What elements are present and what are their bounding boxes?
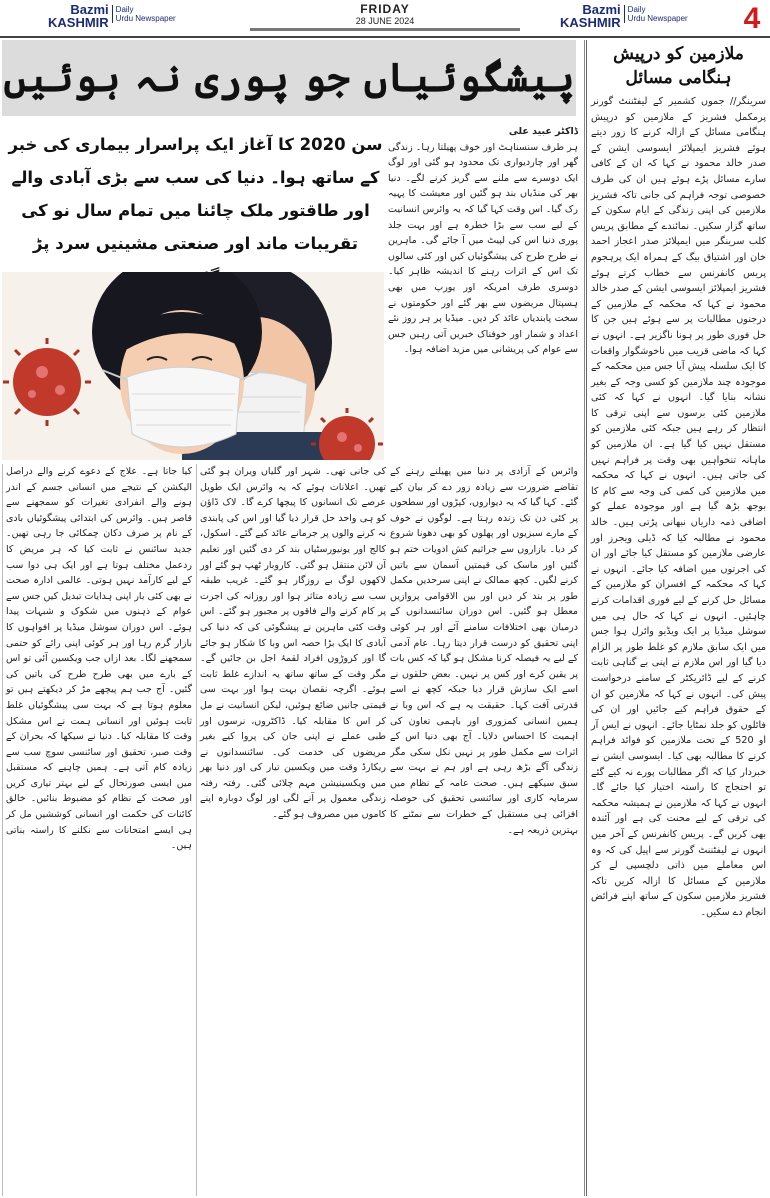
masthead-left [48,3,176,29]
author-byline: ڈاکٹر عبید علی [508,126,578,137]
main-headline-banner [2,40,576,116]
main-article-column-2: کی جانی تھی۔ شہر اور گلیاں ویران ہو گئی تھیں۔ اعلانات ہوئے کہ یہ وائرس ایک طویل عرصے تک انسانوں کا پیچھا کرے گا۔ لاک ڈاؤن کو ہی واحد حل قرار دیا گیا اور اس کی پابندی نہ کرنے والوں پر جرمانے عائد کیے گئے۔ اسکول، کالج اور یونیورسٹیاں بند کر دی گئیں اور تعلیم آن لائن منتقل ہو گئی۔ کاروبار ٹھپ ہو گئے اور لاکھوں لوگ بے روزگار ہو گئے۔ غریب طبقہ سب سے زیادہ متاثر ہوا اور روزانہ کی اجرت پر کام کرنے والے فاقوں پر مجبور ہو گئے۔ اس وقت کئی ماہرین نے پیشگوئی کی کہ دنیا کی آبادی کا ایک بڑا حصہ اس وبا کا شکار ہو جائے گا اور کروڑوں افراد لقمۂ اجل بن جائیں گے۔ مگر وقت کے ساتھ ساتھ یہ اندازے غلط ثابت ہوئے۔ اگرچہ نقصان بہت ہوا اور بہت سی قیمتی جانیں ضائع ہوئیں، لیکن انسانیت نے مل کر اس کا مقابلہ کیا۔ ڈاکٹروں، نرسوں اور طبی عملے نے اپنی جان کی پروا کیے بغیر مریضوں کی خدمت کی۔ سائنسدانوں نے ریکارڈ وقت میں ویکسین تیار کی اور دنیا بھر میں ویکسینیشن مہم چلائی گئی۔ رفتہ رفتہ زندگی معمول پر آنے لگی اور لوگ دوبارہ اپنے کاموں میں مصروف ہو گئے۔ [196,464,386,1196]
virus-particle-left [3,338,91,426]
brand-name-line1: Bazmi [70,2,109,17]
brand-sub-line2: Urdu Newspaper [115,14,176,23]
masthead-right [560,3,688,29]
dateline-rule [250,28,520,31]
main-headline: پیشگوئیاں جو پوری نہ ہوئیں [3,54,575,101]
brand-sub-line2: Urdu Newspaper [627,14,688,23]
brand-name-line2: KASHMIR [48,15,109,30]
main-article-column-1: کیا جاتا ہے۔ علاج کے دعوے کرنے والے دراصل الیکشن کے نتیجے میں انسانی جسم کے اندر ہونے والے انفرادی تغیرات کو سمجھنے سے قاصر ہیں۔ وائرس کی ابتدائی پیشگوئیاں بادی کے نام پر صرف دکان چمکائی جا رہی تھیں۔ جدید سائنس نے ثابت کیا کہ ہر مریض کا ردعمل مختلف ہوتا ہے اور ایک ہی دوا سب کے لیے کارآمد نہیں ہوتی۔ عالمی ادارہ صحت نے بھی کئی بار اپنی ہدایات تبدیل کیں جس سے عوام کے ذہنوں میں شکوک و شبہات پیدا ہوئے۔ اس دوران سوشل میڈیا پر افواہوں کا بازار گرم رہا اور ہر کوئی اپنی رائے کو حتمی سمجھنے لگا۔ بعد ازاں جب ویکسین آئی تو اس کے بارے میں بھی طرح طرح کی باتیں کی گئیں۔ آج جب ہم پیچھے مڑ کر دیکھتے ہیں تو معلوم ہوتا ہے کہ بہت سی پیشگوئیاں غلط ثابت ہوئیں اور انسانی ہمت نے اس مشکل وقت کا مقابلہ کیا۔ دنیا نے سیکھا کہ بحران کے وقت صبر، تحقیق اور سائنسی سوچ سب سے زیادہ کام آتی ہے۔ ہمیں چاہیے کہ مستقبل میں ایسی صورتحال کے لیے بہتر تیاری کریں اور صحت کے نظام کو مضبوط بنائیں۔ خالق کائنات کی حکمت اور انسانی کوششیں مل کر ہی ایسے امتحانات سے نکلنے کا راستہ بناتی ہیں۔ [2,464,192,1196]
column-text: ہر طرف سنسناہٹ اور خوف پھیلتا رہا۔ زندگی گھر اور چاردیواری تک محدود ہو گئی اور لوگ ایک دوسرے سے ملنے سے گریز کرنے لگے۔ دنیا بھر کی منڈیاں بند ہو گئیں اور معیشت کا پہیہ رک گیا۔ اس وقت کہا گیا کہ یہ وائرس انسانیت کے لیے سب سے بڑا خطرہ ہے اور بہت جلد پوری دنیا اس کی لپیٹ میں آ جائے گی۔ ماہرین نے طرح طرح کی پیشگوئیاں کیں اور کئی سالوں تک اس کے اثرات رہنے کا اندیشہ ظاہر کیا۔ دوسری طرف امریکہ اور یورپ میں بھی ہسپتال مریضوں سے بھر گئے اور حکومتوں نے سخت پابندیاں عائد کر دیں۔ میڈیا پر ہر روز نئے اعداد و شمار اور خوفناک خبریں آتی رہیں جس سے عوام کی پریشانی میں مزید اضافہ ہوا۔ [388,141,578,356]
right-article-headline: ملازمین کو درپیش ہنگامی مسائل [613,44,744,88]
right-article [586,40,766,1196]
brand-sub-line1: Daily [627,5,646,14]
brand-sub-line1: Daily [115,5,134,14]
column-divider [584,40,585,1196]
lead-block [8,128,383,268]
issue-date: 28 JUNE 2024 [355,16,415,26]
header-divider [0,36,770,38]
face-mask-illustration [2,272,384,460]
dateline [250,2,520,31]
right-article-body: سرینگر// جموں کشمیر کے لیفٹننٹ گورنر پرمکمل فشریز کے ملازمین کو درپیش ہنگامی مسائل کے ازالہ کرنے کا زور دیتے ہوئے فشریز ایمپلائز ایسوسی ایشن کے صدر خالد محمود نے کہا کہ ان کے کافی سارے مسائل پڑے ہوئے ہیں ان کی طرف خصوصی توجہ فراہم کی جانی تاکہ فشریز ملازمین کی اپنی زندگی کے ایام سکون کے ساتھ گزار سکیں۔ نمائندے کے مطابق پریس کلب سرینگر میں ایمپلائز صدر اعجاز احمد خان اور اشتیاق بیگ کے ہمراہ ایک پرہجوم پریس کانفرنس سے خطاب کرتے ہوئے فشریز ایمپلائز ایسوسی ایشن کے صدر خالد محمود نے کہا کہ محکمہ کے ملازمین کے درجنوں مطالبات پر سے ہوئے ہیں جن کا حل فوری طور پر ہونا ناگزیر ہے۔ انہوں نے کہا کہ ماضی قریب میں ناخوشگوار واقعات کا ایک سلسلہ پیش آیا جس میں محکمہ کے موجودہ چند ملازمین کو کسی وجہ کے بغیر نشانہ بنایا گیا۔ انہوں نے کہا کہ کئی ملازمین کئی برسوں سے اپنی ترقی کا انتظار کر رہے ہیں جبکہ کئی ملازمین کو مستقل نہیں کیا گیا ہے۔ ان ملازمین کو ماہانہ تنخواہیں بھی وقت پر فراہم نہیں کی جاتی ہیں۔ انہوں نے کہا کہ محکمہ میں ملازمین کی کمی کی وجہ سے کام کا بوجھ بڑھ گیا ہے اور موجودہ عملے کو اضافی ذمہ داریاں نبھانی پڑتی ہیں۔ خالد محمود نے مطالبہ کیا کہ ڈیلی ویجرز اور عارضی ملازمین کو مستقل کیا جائے اور ان کی اجرتوں میں اضافہ کیا جائے۔ انہوں نے کہا کہ محکمہ کے افسران کو ملازمین کے مسائل حل کرنے کے لیے فوری اقدامات کرنے چاہئیں۔ انہوں نے کہا کہ حال ہی میں سوشل میڈیا پر ایک ویڈیو وائرل ہوا جس میں ایک سابق ملازم کو غلط طور پر الزام دیا گیا اور اس ملازم نے اپنی بے گناہی ثابت کرنے کے لیے ڈائریکٹر کے سامنے درخواست پیش کی۔ انہوں نے کہا کہ ملازمین کو ان کے حقوق فراہم کیے جائیں اور ان کی فائلوں کو جلد نمٹایا جائے۔ انہوں نے ایس آر او 520 کے تحت ملازمین کو فوائد فراہم کرنے کا مطالبہ بھی کیا۔ ایسوسی ایشن نے خبردار کیا کہ اگر مطالبات پورے نہ کیے گئے تو احتجاج کا راستہ اختیار کیا جائے گا۔ انہوں نے کہا کہ ملازمین نے ہمیشہ محکمہ کی ترقی کے لیے محنت کی ہے اور آئندہ بھی کریں گے۔ پریس کانفرنس کے آخر میں انہوں نے لیفٹننٹ گورنر سے اپیل کی کہ وہ اس معاملے میں ذاتی دلچسپی لے کر ملازمین کے مسائل کا ازالہ کریں تاکہ فشریز ملازمین سکون کے ساتھ اپنے فرائض انجام دے سکیں۔ [591,96,766,918]
page-number: 4 [738,2,766,36]
main-article-column-3: وائرس کے آزادی پر دنیا میں پھیلنے رہنے کے تقاضے ضرورت سے زیادہ زور دے کر بیان کیے گئے۔ کہا گیا کہ یہ دیواروں، کپڑوں اور سطحوں پر کئی دن تک زندہ رہتا ہے۔ لوگوں نے خوف کے مارے سبزیوں اور پھلوں کو بھی دھونا شروع کر دیا۔ بازاروں سے جراثیم کش ادویات ختم ہو گئیں اور ماسک کی قیمتیں آسمان سے باتیں کرنے لگیں۔ کچھ ممالک نے اپنی سرحدیں مکمل طور پر بند کر دیں اور بین الاقوامی پروازیں معطل ہو گئیں۔ اس دوران سائنسدانوں کے درمیان بھی اختلافات سامنے آئے اور ہر کوئی اپنی تحقیق کو درست قرار دیتا رہا۔ عام آدمی کے لیے یہ فیصلہ کرنا مشکل ہو گیا کہ کس بات پر یقین کرے اور کس پر نہیں۔ بعض حلقوں نے اسے ایک سازش قرار دیا جبکہ کچھ نے اسے قدرتی آفت کہا۔ حقیقت یہ ہے کہ اس وبا نے ہمیں انسانی کمزوری اور باہمی تعاون کی اہمیت کا احساس دلایا۔ آج بھی دنیا اس کے اثرات سے مکمل طور پر نہیں نکل سکی مگر زندگی آگے بڑھ رہی ہے اور ہم نے بہت سے سبق سیکھے ہیں۔ صحت عامہ کے نظام میں سرمایہ کاری اور سائنسی تحقیق کی حوصلہ افزائی ہی مستقبل کے خطرات سے نمٹنے کا بہترین ذریعہ ہے۔ [390,466,578,836]
lead-text: سن 2020 کا آغاز ایک پراسرار بیماری کی خبر کے ساتھ ہوا۔ دنیا کی سب سے بڑی آبادی والے اور طاقتور ملک چائنا میں تمام سال نو کی تقریبات ماند اور صنعتی مشینیں سرد پڑ [8,135,383,253]
main-article-column-top [388,124,578,462]
brand-name-line1: Bazmi [582,2,621,17]
issue-day: FRIDAY [360,2,410,16]
brand-name-line2: KASHMIR [560,15,621,30]
illustration-svg [2,272,384,460]
page-header [0,0,770,38]
